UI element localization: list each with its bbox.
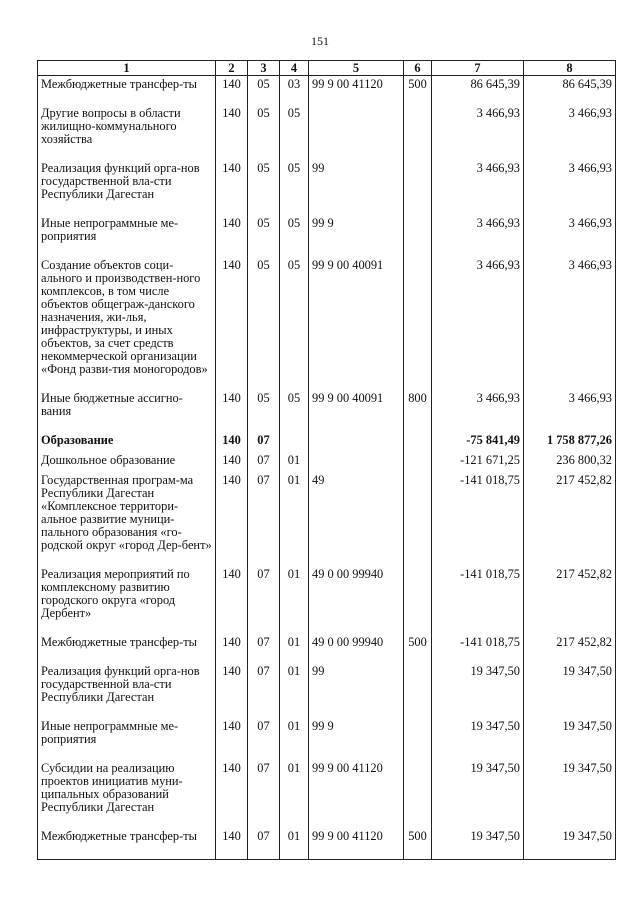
amount-total-cell: 19 347,50 xyxy=(524,665,616,720)
header-cell: 2 xyxy=(216,61,248,76)
table-body xyxy=(38,76,616,860)
amount-total-cell: 19 347,50 xyxy=(524,830,616,860)
amount-change-cell: -141 018,75 xyxy=(432,636,524,665)
target-article-cell: 49 0 00 99940 xyxy=(309,636,404,665)
section-code-cell: 07 xyxy=(248,568,280,636)
amount-change-cell: 3 466,93 xyxy=(432,217,524,259)
table-row xyxy=(38,162,616,217)
header-cell: 1 xyxy=(38,61,216,76)
subsection-code-cell: 01 xyxy=(280,568,309,636)
amount-total-cell: 217 452,82 xyxy=(524,474,616,568)
grbs-code-cell: 140 xyxy=(216,636,248,665)
grbs-code-cell: 140 xyxy=(216,76,248,108)
amount-total-cell: 3 466,93 xyxy=(524,217,616,259)
amount-change-cell: -121 671,25 xyxy=(432,454,524,474)
row-name-cell: Межбюджетные трансфер-ты xyxy=(38,636,216,665)
grbs-code-cell: 140 xyxy=(216,454,248,474)
row-name-cell: Иные непрограммные ме-роприятия xyxy=(38,217,216,259)
grbs-code-cell: 140 xyxy=(216,568,248,636)
expense-type-cell xyxy=(404,720,432,762)
expense-type-cell xyxy=(404,454,432,474)
expense-type-cell xyxy=(404,217,432,259)
target-article-cell xyxy=(309,107,404,162)
subsection-code-cell: 01 xyxy=(280,720,309,762)
expense-type-cell: 500 xyxy=(404,830,432,860)
grbs-code-cell: 140 xyxy=(216,830,248,860)
expense-type-cell: 800 xyxy=(404,392,432,434)
row-name-cell: Другие вопросы в области жилищно-коммунального хозяйства xyxy=(38,107,216,162)
section-code-cell: 05 xyxy=(248,107,280,162)
row-name-cell: Субсидии на реализацию проектов инициатив муни-ципальных образований Республики Дагестан xyxy=(38,762,216,830)
table-row xyxy=(38,568,616,636)
amount-change-cell: 86 645,39 xyxy=(432,76,524,108)
amount-change-cell: 19 347,50 xyxy=(432,720,524,762)
expense-type-cell: 500 xyxy=(404,636,432,665)
grbs-code-cell: 140 xyxy=(216,762,248,830)
target-article-cell xyxy=(309,454,404,474)
header-cell: 6 xyxy=(404,61,432,76)
subsection-code-cell xyxy=(280,434,309,454)
amount-total-cell: 86 645,39 xyxy=(524,76,616,108)
row-name-cell: Государственная програм-ма Республики Дагестан «Комплексное территори-альное развитие муници-пального образования «го-родской округ «город Дер-бент» xyxy=(38,474,216,568)
grbs-code-cell: 140 xyxy=(216,162,248,217)
amount-total-cell: 217 452,82 xyxy=(524,568,616,636)
target-article-cell: 99 9 00 40091 xyxy=(309,259,404,392)
section-code-cell: 05 xyxy=(248,217,280,259)
row-name-cell: Межбюджетные трансфер-ты xyxy=(38,830,216,860)
section-code-cell: 07 xyxy=(248,636,280,665)
budget-table xyxy=(37,60,616,860)
amount-change-cell: 3 466,93 xyxy=(432,392,524,434)
expense-type-cell xyxy=(404,474,432,568)
expense-type-cell xyxy=(404,259,432,392)
table-row xyxy=(38,720,616,762)
table-row xyxy=(38,76,616,108)
table-row xyxy=(38,392,616,434)
amount-total-cell: 236 800,32 xyxy=(524,454,616,474)
subsection-code-cell: 05 xyxy=(280,259,309,392)
grbs-code-cell: 140 xyxy=(216,720,248,762)
section-code-cell: 05 xyxy=(248,392,280,434)
target-article-cell: 99 9 00 41120 xyxy=(309,830,404,860)
header-cell: 4 xyxy=(280,61,309,76)
header-cell: 3 xyxy=(248,61,280,76)
table-row xyxy=(38,454,616,474)
row-name-cell: Иные бюджетные ассигно-вания xyxy=(38,392,216,434)
target-article-cell: 49 xyxy=(309,474,404,568)
section-code-cell: 05 xyxy=(248,162,280,217)
amount-total-cell: 19 347,50 xyxy=(524,762,616,830)
table-row xyxy=(38,762,616,830)
amount-total-cell: 1 758 877,26 xyxy=(524,434,616,454)
row-name-cell: Реализация функций орга-нов государственной вла-сти Республики Дагестан xyxy=(38,665,216,720)
table-row xyxy=(38,434,616,454)
section-code-cell: 07 xyxy=(248,434,280,454)
table-row xyxy=(38,830,616,860)
grbs-code-cell: 140 xyxy=(216,665,248,720)
row-name-cell: Иные непрограммные ме-роприятия xyxy=(38,720,216,762)
header-row xyxy=(38,61,616,76)
subsection-code-cell: 01 xyxy=(280,830,309,860)
subsection-code-cell: 01 xyxy=(280,636,309,665)
amount-change-cell: 19 347,50 xyxy=(432,762,524,830)
expense-type-cell xyxy=(404,434,432,454)
page-number: 151 xyxy=(311,34,329,48)
grbs-code-cell: 140 xyxy=(216,217,248,259)
amount-total-cell: 3 466,93 xyxy=(524,259,616,392)
amount-change-cell: 3 466,93 xyxy=(432,107,524,162)
subsection-code-cell: 01 xyxy=(280,454,309,474)
table-row xyxy=(38,474,616,568)
subsection-code-cell: 05 xyxy=(280,217,309,259)
table-row xyxy=(38,259,616,392)
expense-type-cell: 500 xyxy=(404,76,432,108)
amount-total-cell: 19 347,50 xyxy=(524,720,616,762)
section-code-cell: 07 xyxy=(248,720,280,762)
amount-change-cell: 3 466,93 xyxy=(432,259,524,392)
table-row xyxy=(38,107,616,162)
target-article-cell: 99 9 xyxy=(309,217,404,259)
amount-total-cell: 3 466,93 xyxy=(524,162,616,217)
amount-change-cell: 19 347,50 xyxy=(432,665,524,720)
amount-change-cell: 3 466,93 xyxy=(432,162,524,217)
header-cell: 5 xyxy=(309,61,404,76)
section-code-cell: 07 xyxy=(248,474,280,568)
expense-type-cell xyxy=(404,107,432,162)
subsection-code-cell: 05 xyxy=(280,162,309,217)
row-name-cell: Образование xyxy=(38,434,216,454)
target-article-cell xyxy=(309,434,404,454)
table-row xyxy=(38,217,616,259)
table-row xyxy=(38,636,616,665)
grbs-code-cell: 140 xyxy=(216,474,248,568)
subsection-code-cell: 01 xyxy=(280,665,309,720)
target-article-cell: 99 9 xyxy=(309,720,404,762)
target-article-cell: 99 9 00 41120 xyxy=(309,76,404,108)
row-name-cell: Создание объектов соци-ального и производствен-ного комплексов, в том числе объектов общеграж-данского назначения, жи-лья, инфраструктуры, и иных объектов, за счет средств некоммерческой организации «Фонд разви-тия моногородов» xyxy=(38,259,216,392)
section-code-cell: 07 xyxy=(248,762,280,830)
target-article-cell: 49 0 00 99940 xyxy=(309,568,404,636)
subsection-code-cell: 01 xyxy=(280,762,309,830)
row-name-cell: Реализация функций орга-нов государственной вла-сти Республики Дагестан xyxy=(38,162,216,217)
amount-change-cell: -141 018,75 xyxy=(432,568,524,636)
expense-type-cell xyxy=(404,762,432,830)
row-name-cell: Дошкольное образование xyxy=(38,454,216,474)
amount-total-cell: 217 452,82 xyxy=(524,636,616,665)
amount-change-cell: 19 347,50 xyxy=(432,830,524,860)
section-code-cell: 07 xyxy=(248,830,280,860)
target-article-cell: 99 9 00 40091 xyxy=(309,392,404,434)
subsection-code-cell: 01 xyxy=(280,474,309,568)
amount-change-cell: -75 841,49 xyxy=(432,434,524,454)
row-name-cell: Реализация мероприятий по комплексному развитию городского округа «город Дербент» xyxy=(38,568,216,636)
section-code-cell: 07 xyxy=(248,454,280,474)
target-article-cell: 99 xyxy=(309,665,404,720)
amount-change-cell: -141 018,75 xyxy=(432,474,524,568)
section-code-cell: 05 xyxy=(248,76,280,108)
header-cell: 7 xyxy=(432,61,524,76)
subsection-code-cell: 05 xyxy=(280,107,309,162)
expense-type-cell xyxy=(404,568,432,636)
amount-total-cell: 3 466,93 xyxy=(524,392,616,434)
table-row xyxy=(38,665,616,720)
section-code-cell: 05 xyxy=(248,259,280,392)
row-name-cell: Межбюджетные трансфер-ты xyxy=(38,76,216,108)
target-article-cell: 99 9 00 41120 xyxy=(309,762,404,830)
expense-type-cell xyxy=(404,162,432,217)
header-cell: 8 xyxy=(524,61,616,76)
target-article-cell: 99 xyxy=(309,162,404,217)
grbs-code-cell: 140 xyxy=(216,107,248,162)
subsection-code-cell: 05 xyxy=(280,392,309,434)
expense-type-cell xyxy=(404,665,432,720)
amount-total-cell: 3 466,93 xyxy=(524,107,616,162)
grbs-code-cell: 140 xyxy=(216,434,248,454)
section-code-cell: 07 xyxy=(248,665,280,720)
grbs-code-cell: 140 xyxy=(216,259,248,392)
subsection-code-cell: 03 xyxy=(280,76,309,108)
grbs-code-cell: 140 xyxy=(216,392,248,434)
